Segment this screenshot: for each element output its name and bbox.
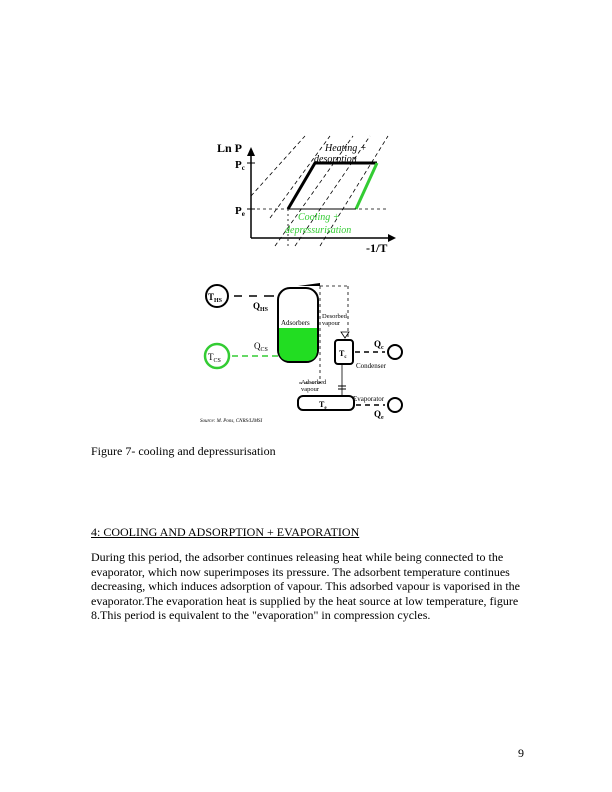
figure-drawing [170, 128, 450, 438]
ths-label: $T_{HS}$ [208, 292, 223, 304]
qc-label: $Q_c$ [374, 339, 384, 351]
tcs-label: $T_{CS}$ [208, 352, 221, 364]
condenser-label: Condenser [356, 362, 386, 370]
adsorption-schematic [200, 281, 402, 424]
condenser-sink-circle [388, 345, 402, 359]
page-number: 9 [518, 746, 524, 760]
pressure-temperature-diagram [217, 136, 396, 255]
evaporator-label: Evaporator [353, 395, 385, 403]
body-paragraph: During this period, the adsorber continues releasing heat while being connected to the evaporator, which now superimposes its pressure. The adsorbent temperature continues decreasing, which induces adsorption of vapour. This adsorbed vapour is vaporised in the evaporator.The evaporation heat is supplied by the heat source at low temperature, figure 8.This period is equivalent to the "evaporation" in compression cycles. [91, 550, 521, 623]
desorbed-label-line1: Desorbed [322, 313, 347, 320]
adsorber-fill [279, 328, 317, 361]
cooling-label-line2: depressurisation [285, 225, 352, 236]
x-axis-arrow [388, 234, 396, 242]
qcs-label: $Q_{CS}$ [254, 341, 268, 353]
figure-7 [170, 128, 450, 438]
heating-cycle-path [288, 163, 377, 209]
adsorbed-label-line1: Adsorbed [301, 379, 327, 386]
heating-label-line1: Heating + [325, 143, 367, 154]
y-axis-label: Ln P [217, 141, 243, 155]
cooling-label-line1: Cooling + [298, 212, 340, 223]
evaporator-source-circle [388, 398, 402, 412]
desorbed-label-line2: vapour [322, 320, 341, 327]
tc-label: $T_c$ [339, 349, 347, 360]
section-heading: 4: COOLING AND ADSORPTION + EVAPORATION [91, 525, 360, 539]
cooling-cycle-path [356, 163, 377, 209]
qe-label: $Q_e$ [374, 409, 384, 421]
qhs-label: $Q_{HS}$ [253, 301, 269, 313]
x-axis-label: -1/T [366, 241, 388, 255]
te-label: $T_e$ [319, 400, 327, 411]
heating-label-line2: desorption [314, 154, 357, 165]
adsorbers-label: Adsorbers [281, 319, 310, 327]
adsorbed-label-line2: vapour [301, 386, 320, 393]
figure-source: Source: M. Pons, CNRS/LIMSI [200, 419, 263, 424]
figure-caption: Figure 7- cooling and depressurisation [91, 444, 276, 458]
pe-label: Pe [235, 205, 245, 218]
pc-label: Pc [235, 159, 245, 172]
y-axis-arrow [247, 147, 255, 156]
